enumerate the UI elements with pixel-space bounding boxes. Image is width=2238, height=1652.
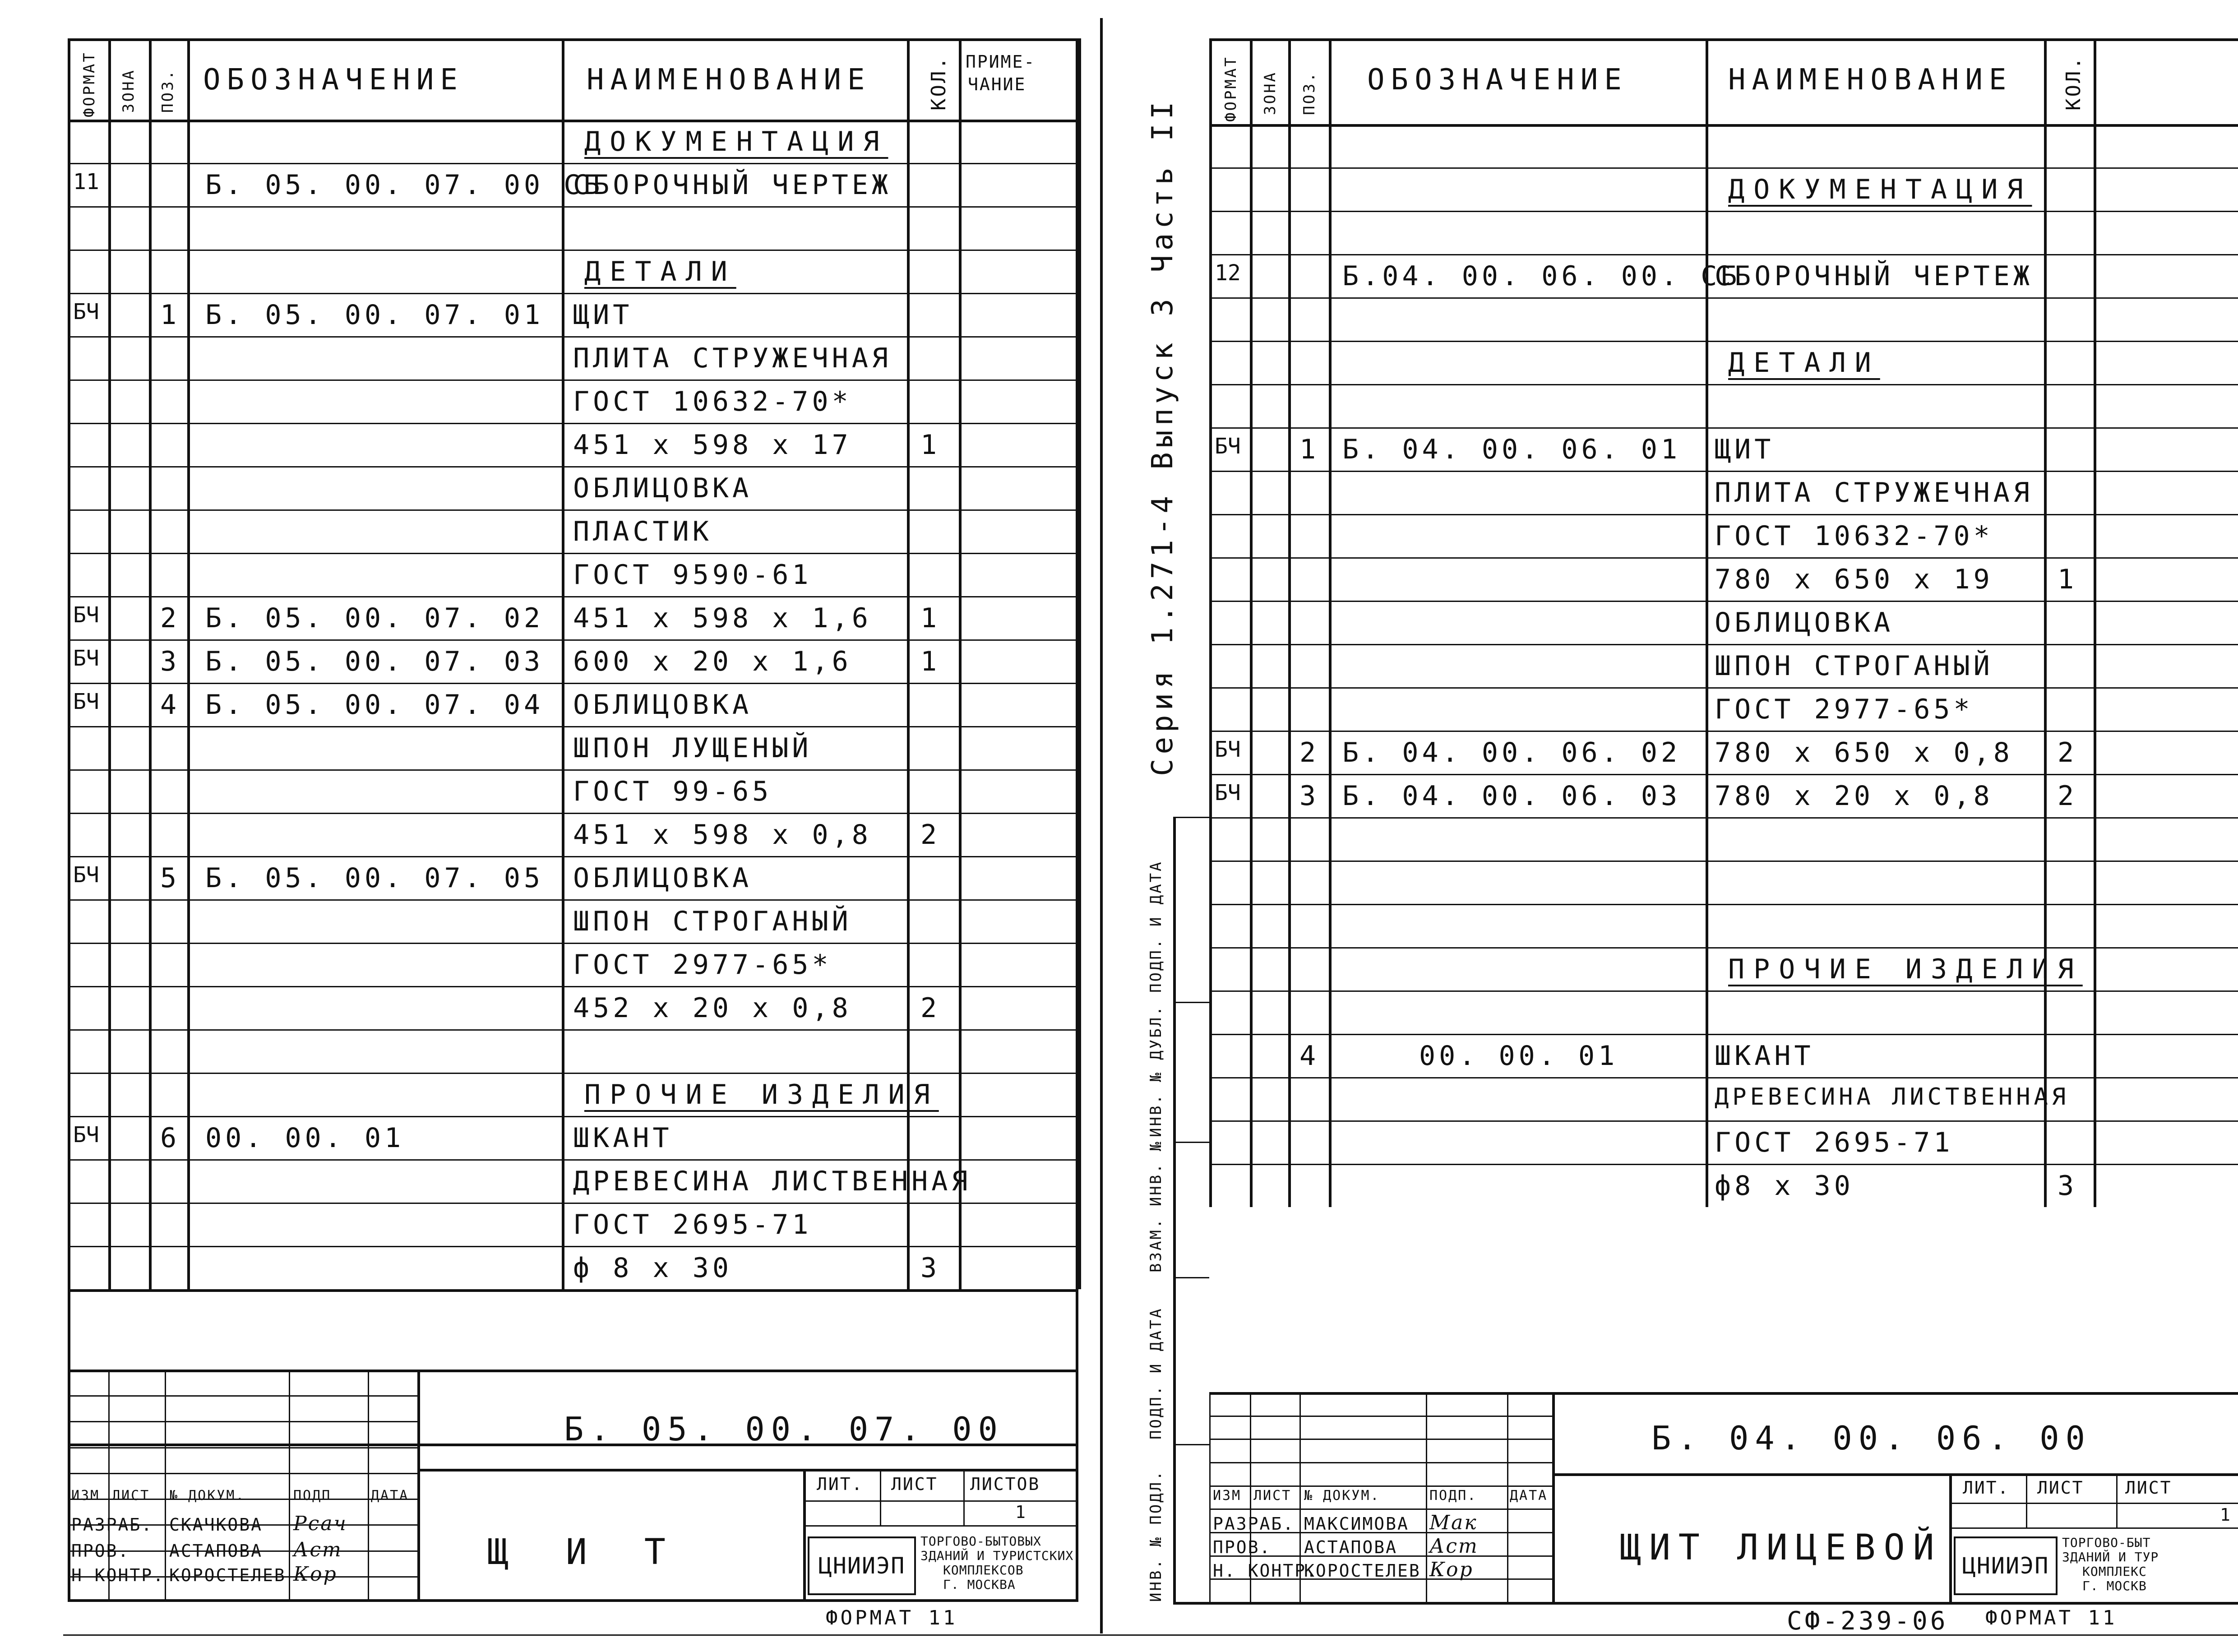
left-row-line xyxy=(68,163,1078,164)
left-table-end-line xyxy=(68,1289,1078,1292)
right-title-col-line xyxy=(1426,1392,1427,1602)
row-designation: 00. 00. 01 xyxy=(1419,1040,1618,1072)
left-col-line xyxy=(187,38,190,1289)
developer-name: МАКСИМОВА xyxy=(1304,1514,1409,1534)
left-row-line xyxy=(68,1246,1078,1247)
right-row-line xyxy=(1209,167,2238,169)
left-header-qty: КОЛ. xyxy=(927,56,950,111)
row-designation: Б. 05. 00. 07. 05 xyxy=(205,862,544,894)
right-row-line xyxy=(1209,211,2238,212)
left-lit-col xyxy=(963,1469,965,1525)
row-position: 6 xyxy=(160,1122,180,1154)
left-title-col-line xyxy=(68,1370,69,1602)
left-row-line xyxy=(68,726,1078,727)
sheet-separator xyxy=(1100,18,1103,1633)
left-org-line-3: КОМПЛЕКСОВ xyxy=(943,1563,1024,1578)
right-row-line xyxy=(1209,297,2238,299)
left-item-name: Щ И Т xyxy=(487,1532,684,1573)
row-quantity: 2 xyxy=(2058,780,2078,812)
norm-control-role: Н. КОНТР. xyxy=(1213,1561,1318,1581)
left-spec-sheet xyxy=(0,0,1101,1652)
left-col-line xyxy=(149,38,152,1289)
label-doc: № ДОКУМ. xyxy=(169,1488,245,1504)
right-row-line xyxy=(1209,644,2238,645)
left-row-line xyxy=(68,553,1078,554)
row-format: БЧ xyxy=(73,646,99,671)
row-name: ДЕТАЛИ xyxy=(584,256,736,287)
developer-role: РАЗРАБ. xyxy=(1213,1514,1295,1534)
row-name: ГОСТ 10632-70* xyxy=(1715,520,1993,552)
right-lit-line-2 xyxy=(1949,1527,2238,1529)
row-name: ШПОН СТРОГАНЫЙ xyxy=(1715,650,1993,682)
right-org-line-2: ЗДАНИЙ И ТУР xyxy=(2062,1550,2159,1564)
right-header-qty: КОЛ. xyxy=(2062,56,2085,111)
right-title-grid-line xyxy=(1209,1462,1552,1463)
right-row-line xyxy=(1209,1164,2238,1165)
right-org-line-4: Г. МОСКВ xyxy=(2082,1578,2147,1593)
row-name: ДЕТАЛИ xyxy=(1728,347,1880,379)
right-org-line-1: ТОРГОВО-БЫТ xyxy=(2062,1535,2151,1550)
row-designation: Б. 04. 00. 06. 02 xyxy=(1342,737,1681,768)
checker-signature: Аст xyxy=(293,1538,342,1561)
right-title-code-line xyxy=(1552,1473,2238,1476)
right-title-bottom xyxy=(1173,1602,2238,1605)
left-header-note-1: ПРИМЕ- xyxy=(966,52,1036,72)
right-lit-col xyxy=(2026,1473,2027,1527)
checker-role: ПРОВ. xyxy=(1213,1537,1272,1557)
row-name: ЩИТ xyxy=(573,299,633,331)
left-title-col-line xyxy=(368,1370,369,1602)
right-title-divider xyxy=(1552,1392,1555,1602)
row-name: ЩИТ xyxy=(1715,434,1775,465)
left-row-line xyxy=(68,1029,1078,1031)
row-format: 11 xyxy=(73,169,99,194)
left-header-note-2: ЧАНИЕ xyxy=(968,74,1027,94)
right-row-line xyxy=(1209,731,2238,732)
right-col-line xyxy=(1209,38,1212,1207)
row-quantity: 1 xyxy=(920,646,941,677)
side-podp-data-2: ПОДП. И ДАТА xyxy=(1147,1307,1165,1439)
right-title-top xyxy=(1209,1392,2238,1395)
row-designation: Б. 04. 00. 06. 01 xyxy=(1342,434,1681,465)
left-row-line xyxy=(68,423,1078,424)
row-quantity: 2 xyxy=(2058,737,2078,768)
right-title-col-line xyxy=(1507,1392,1508,1602)
row-quantity: 2 xyxy=(920,819,941,851)
row-name: ШКАНТ xyxy=(573,1122,673,1154)
checker-name: АСТАПОВА xyxy=(1304,1537,1398,1557)
label-lit: ЛИТ. xyxy=(1963,1478,2010,1498)
row-position: 4 xyxy=(1299,1040,1320,1072)
row-name: ПЛАСТИК xyxy=(573,516,712,547)
row-name: ГОСТ 2977-65* xyxy=(573,949,832,981)
row-name: СБОРОЧНЫЙ ЧЕРТЕЖ xyxy=(1715,260,2033,292)
right-header-name: НАИМЕНОВАНИЕ xyxy=(1728,63,2013,97)
right-lit-col xyxy=(2116,1473,2118,1527)
left-row-line xyxy=(68,769,1078,771)
right-org-line-3: КОМПЛЕКС xyxy=(2082,1564,2147,1579)
checker-signature: Аст xyxy=(1429,1535,1479,1558)
left-col-line xyxy=(1078,38,1081,1289)
left-row-line xyxy=(68,250,1078,251)
left-col-line xyxy=(68,38,70,1289)
side-inv-podl: ИНВ. № ПОДЛ. xyxy=(1147,1469,1165,1602)
left-col-line xyxy=(562,38,564,1289)
row-name: ШПОН СТРОГАНЫЙ xyxy=(573,906,852,937)
right-doc-code-title: Б. 04. 00. 06. 00 xyxy=(1651,1419,2091,1457)
right-col-line xyxy=(1329,38,1332,1207)
row-designation: 00. 00. 01 xyxy=(205,1122,405,1154)
right-row-line xyxy=(1209,341,2238,342)
row-name: ДОКУМЕНТАЦИЯ xyxy=(1728,174,2032,205)
row-position: 2 xyxy=(1299,737,1320,768)
row-name: ГОСТ 2695-71 xyxy=(1715,1127,1954,1158)
right-header-pos: ПОЗ. xyxy=(1300,71,1318,115)
row-name: ГОСТ 10632-70* xyxy=(573,386,852,417)
row-name: ПРОЧИЕ ИЗДЕЛИЯ xyxy=(1728,953,2083,985)
side-strip-left xyxy=(1173,817,1176,1602)
left-org-logo: ЦНИИЭП xyxy=(808,1536,916,1595)
label-sheet: ЛИСТ xyxy=(2037,1478,2084,1498)
row-name: ШПОН ЛУЩЕНЫЙ xyxy=(573,732,812,764)
left-row-line xyxy=(68,336,1078,338)
left-row-line xyxy=(68,639,1078,641)
row-position: 2 xyxy=(160,602,180,634)
right-format-label: ФОРМАТ 11 xyxy=(1985,1606,2118,1629)
row-quantity: 1 xyxy=(920,602,941,634)
row-designation: Б. 05. 00. 07. 02 xyxy=(205,602,544,634)
row-name: ГОСТ 2977-65* xyxy=(1715,694,1974,725)
right-bottom-line xyxy=(1101,1634,2238,1636)
label-izm: ИЗМ xyxy=(71,1488,100,1504)
right-col-line xyxy=(1288,38,1291,1207)
row-name: ПЛИТА СТРУЖЕЧНАЯ xyxy=(1715,477,2033,509)
side-podp-data: ПОДП. И ДАТА xyxy=(1147,860,1165,993)
right-title-right-divider xyxy=(1949,1473,1952,1602)
label-list: ЛИСТ xyxy=(1253,1488,1292,1504)
row-position: 1 xyxy=(160,299,180,331)
left-bottom-line xyxy=(63,1634,1101,1636)
row-name: 451 x 598 x 0,8 xyxy=(573,819,872,851)
row-position: 3 xyxy=(1299,780,1320,812)
row-position: 1 xyxy=(1299,434,1320,465)
left-title-grid-line xyxy=(68,1421,417,1422)
row-name: ГОСТ 99-65 xyxy=(573,776,772,807)
right-row-line xyxy=(1209,384,2238,385)
label-list: ЛИСТ xyxy=(112,1488,150,1504)
side-strip-line xyxy=(1173,817,1209,818)
right-col-line xyxy=(1250,38,1253,1207)
right-row-line xyxy=(1209,427,2238,429)
developer-signature: Мак xyxy=(1429,1511,1478,1534)
left-col-line xyxy=(959,38,962,1289)
right-top-line xyxy=(1209,38,2238,41)
label-sheet: ЛИСТ xyxy=(891,1474,938,1494)
right-row-line xyxy=(1209,254,2238,255)
left-row-line xyxy=(68,1203,1078,1204)
left-row-line xyxy=(68,1159,1078,1161)
left-header-format: ФОРМАТ xyxy=(80,51,98,117)
left-row-line xyxy=(68,813,1078,814)
side-strip-line xyxy=(1173,1142,1209,1143)
right-row-line xyxy=(1209,1120,2238,1122)
right-spec-sheet xyxy=(1101,0,2238,1652)
row-name: ОБЛИЦОВКА xyxy=(1715,607,1894,639)
developer-role: РАЗРАБ. xyxy=(71,1515,153,1535)
checker-role: ПРОВ. xyxy=(71,1541,130,1561)
right-row-line xyxy=(1209,904,2238,905)
developer-signature: Рсач xyxy=(293,1512,347,1535)
left-org-line-4: Г. МОСКВА xyxy=(943,1577,1016,1592)
right-title-grid-line xyxy=(1209,1509,1552,1510)
row-quantity: 2 xyxy=(920,992,941,1024)
left-header-line xyxy=(68,120,1078,122)
right-item-name: ЩИТ ЛИЦЕВОЙ xyxy=(1620,1527,1942,1568)
right-title-col-line xyxy=(1209,1392,1211,1602)
row-position: 5 xyxy=(160,862,180,894)
row-name: СБОРОЧНЫЙ ЧЕРТЕЖ xyxy=(573,169,892,201)
right-row-line xyxy=(1209,557,2238,559)
right-row-line xyxy=(1209,861,2238,862)
left-title-divider xyxy=(417,1370,420,1602)
row-name: ДРЕВЕСИНА ЛИСТВЕННАЯ xyxy=(573,1166,971,1197)
label-sheets: ЛИСТ xyxy=(2125,1478,2172,1498)
label-podp: ПОДП. xyxy=(1429,1488,1477,1504)
series-label: Серия 1.271-4 Выпуск 3 Часть II xyxy=(1146,97,1179,776)
sheets-count: 1 xyxy=(1015,1502,1027,1522)
left-doc-code: Б. 05. 00. 07. 00 xyxy=(564,1410,1004,1448)
developer-name: СКАЧКОВА xyxy=(169,1515,263,1535)
right-header-format: ФОРМАТ xyxy=(1222,56,1240,122)
right-row-line xyxy=(1209,990,2238,992)
side-strip-line xyxy=(1173,1277,1209,1278)
norm-control-name: КОРОСТЕЛЕВ xyxy=(169,1565,286,1585)
label-data: ДАТА xyxy=(1510,1488,1548,1504)
row-format: БЧ xyxy=(73,862,99,888)
row-quantity: 3 xyxy=(920,1252,941,1284)
right-col-line xyxy=(2044,38,2047,1207)
row-designation: Б. 04. 00. 06. 03 xyxy=(1342,780,1681,812)
row-name: ПЛИТА СТРУЖЕЧНАЯ xyxy=(573,342,892,374)
row-designation: Б. 05. 00. 07. 04 xyxy=(205,689,544,721)
right-col-line xyxy=(2094,38,2096,1207)
row-format: БЧ xyxy=(1215,780,1241,805)
label-izm: ИЗМ xyxy=(1213,1488,1242,1504)
left-lit-line-2 xyxy=(803,1525,1078,1527)
left-lit-col xyxy=(880,1469,881,1525)
right-org-logo: ЦНИИЭП xyxy=(1954,1536,2058,1595)
row-name: 780 x 650 x 0,8 xyxy=(1715,737,2013,768)
side-strip-line xyxy=(1173,1002,1209,1003)
row-position: 4 xyxy=(160,689,180,721)
row-name: 451 x 598 x 1,6 xyxy=(573,602,872,634)
right-row-line xyxy=(1209,514,2238,515)
right-col-line xyxy=(1706,38,1708,1207)
left-lit-line xyxy=(803,1500,1078,1502)
right-doc-code: СФ-239-06 xyxy=(1787,1606,1948,1636)
right-row-line xyxy=(1209,601,2238,602)
right-header-designation: ОБОЗНАЧЕНИЕ xyxy=(1367,63,1628,97)
row-position: 3 xyxy=(160,646,180,677)
row-format: БЧ xyxy=(73,689,99,714)
row-name: ШКАНТ xyxy=(1715,1040,1814,1072)
norm-control-signature: Кор xyxy=(1429,1558,1474,1581)
left-col-line xyxy=(108,38,111,1289)
right-row-line xyxy=(1209,1034,2238,1035)
row-name: 452 x 20 x 0,8 xyxy=(573,992,852,1024)
right-title-grid-line xyxy=(1209,1416,1552,1417)
row-quantity: 1 xyxy=(2058,564,2078,595)
norm-control-signature: Кор xyxy=(293,1563,338,1586)
left-row-line xyxy=(68,509,1078,511)
row-name: 451 x 598 x 17 xyxy=(573,429,852,461)
row-name: ГОСТ 9590-61 xyxy=(573,559,812,591)
left-row-line xyxy=(68,379,1078,381)
sheets-count: 1 xyxy=(2220,1505,2232,1525)
right-row-line xyxy=(1209,947,2238,949)
left-header-name: НАИМЕНОВАНИЕ xyxy=(587,63,871,97)
row-format: БЧ xyxy=(1215,737,1241,762)
row-name: ГОСТ 2695-71 xyxy=(573,1209,812,1240)
left-org-line-2: ЗДАНИЙ И ТУРИСТСКИХ xyxy=(920,1548,1074,1563)
row-name: ф8 x 30 xyxy=(1715,1170,1854,1202)
left-header-designation: ОБОЗНАЧЕНИЕ xyxy=(203,63,464,97)
row-name: ОБЛИЦОВКА xyxy=(573,472,753,504)
right-row-line xyxy=(1209,1077,2238,1078)
row-name: ПРОЧИЕ ИЗДЕЛИЯ xyxy=(584,1079,939,1111)
left-row-line xyxy=(68,293,1078,294)
left-title-code-line xyxy=(417,1469,1078,1472)
row-quantity: 3 xyxy=(2058,1170,2078,1202)
left-row-line xyxy=(68,683,1078,684)
right-title-grid-line xyxy=(1209,1485,1552,1487)
left-format-label: ФОРМАТ 11 xyxy=(826,1606,958,1629)
right-lit-line xyxy=(1949,1503,2238,1504)
left-header-pos: ПОЗ. xyxy=(159,69,177,113)
left-title-grid-line xyxy=(68,1447,417,1448)
right-header-zone: ЗОНА xyxy=(1261,71,1279,115)
row-designation: Б. 05. 00. 07. 00 СБ xyxy=(205,169,604,201)
left-org-line-1: ТОРГОВО-БЫТОВЫХ xyxy=(920,1534,1041,1549)
label-sheets: ЛИСТОВ xyxy=(970,1474,1040,1494)
row-designation: Б. 05. 00. 07. 01 xyxy=(205,299,544,331)
row-name: 780 x 650 x 19 xyxy=(1715,564,1993,595)
label-podp: ПОДП xyxy=(293,1488,332,1504)
row-format: 12 xyxy=(1215,260,1241,286)
row-name: ДРЕВЕСИНА ЛИСТВЕННАЯ xyxy=(1715,1083,2070,1111)
norm-control-role: Н КОНТР. xyxy=(71,1565,165,1585)
left-row-line xyxy=(68,206,1078,208)
left-row-line xyxy=(68,1073,1078,1074)
left-title-col-line xyxy=(165,1370,166,1602)
side-vzam: ВЗАМ. ИНВ. № xyxy=(1147,1140,1165,1273)
row-name: 780 x 20 x 0,8 xyxy=(1715,780,1993,812)
left-row-line xyxy=(68,899,1078,901)
norm-control-name: КОРОСТЕЛЕВ xyxy=(1304,1561,1421,1581)
row-format: БЧ xyxy=(73,299,99,324)
left-title-right-divider xyxy=(803,1469,806,1602)
label-lit: ЛИТ. xyxy=(817,1474,864,1494)
left-row-line xyxy=(68,986,1078,987)
row-designation: Б. 05. 00. 07. 03 xyxy=(205,646,544,677)
right-row-line xyxy=(1209,774,2238,775)
row-format: БЧ xyxy=(73,602,99,628)
row-quantity: 1 xyxy=(920,429,941,461)
label-data: ДАТА xyxy=(371,1488,409,1504)
right-row-line xyxy=(1209,817,2238,819)
left-title-grid-line xyxy=(68,1395,417,1397)
left-row-line xyxy=(68,856,1078,857)
row-designation: Б.04. 00. 06. 00. СБ xyxy=(1342,260,1741,292)
left-row-line xyxy=(68,943,1078,944)
row-name: ДОКУМЕНТАЦИЯ xyxy=(584,126,888,157)
left-row-line xyxy=(68,1116,1078,1117)
row-name: 600 x 20 x 1,6 xyxy=(573,646,852,677)
right-row-line xyxy=(1209,687,2238,689)
left-title-col-line xyxy=(289,1370,290,1602)
row-format: БЧ xyxy=(73,1122,99,1148)
right-row-line xyxy=(1209,471,2238,472)
row-name: ОБЛИЦОВКА xyxy=(573,862,753,894)
row-format: БЧ xyxy=(1215,434,1241,459)
checker-name: АСТАПОВА xyxy=(169,1541,263,1561)
label-doc: № ДОКУМ. xyxy=(1304,1488,1380,1504)
left-title-grid-line xyxy=(68,1473,417,1474)
left-row-line xyxy=(68,466,1078,467)
left-row-line xyxy=(68,596,1078,597)
right-header-line xyxy=(1209,124,2238,127)
row-name: ф 8 x 30 xyxy=(573,1252,732,1284)
side-inv-dubl: ИНВ. № ДУБЛ. xyxy=(1147,1004,1165,1137)
side-strip-line xyxy=(1173,1444,1209,1445)
left-header-zone: ЗОНА xyxy=(120,69,138,113)
right-title-grid-line xyxy=(1209,1439,1552,1440)
row-name: ОБЛИЦОВКА xyxy=(573,689,753,721)
